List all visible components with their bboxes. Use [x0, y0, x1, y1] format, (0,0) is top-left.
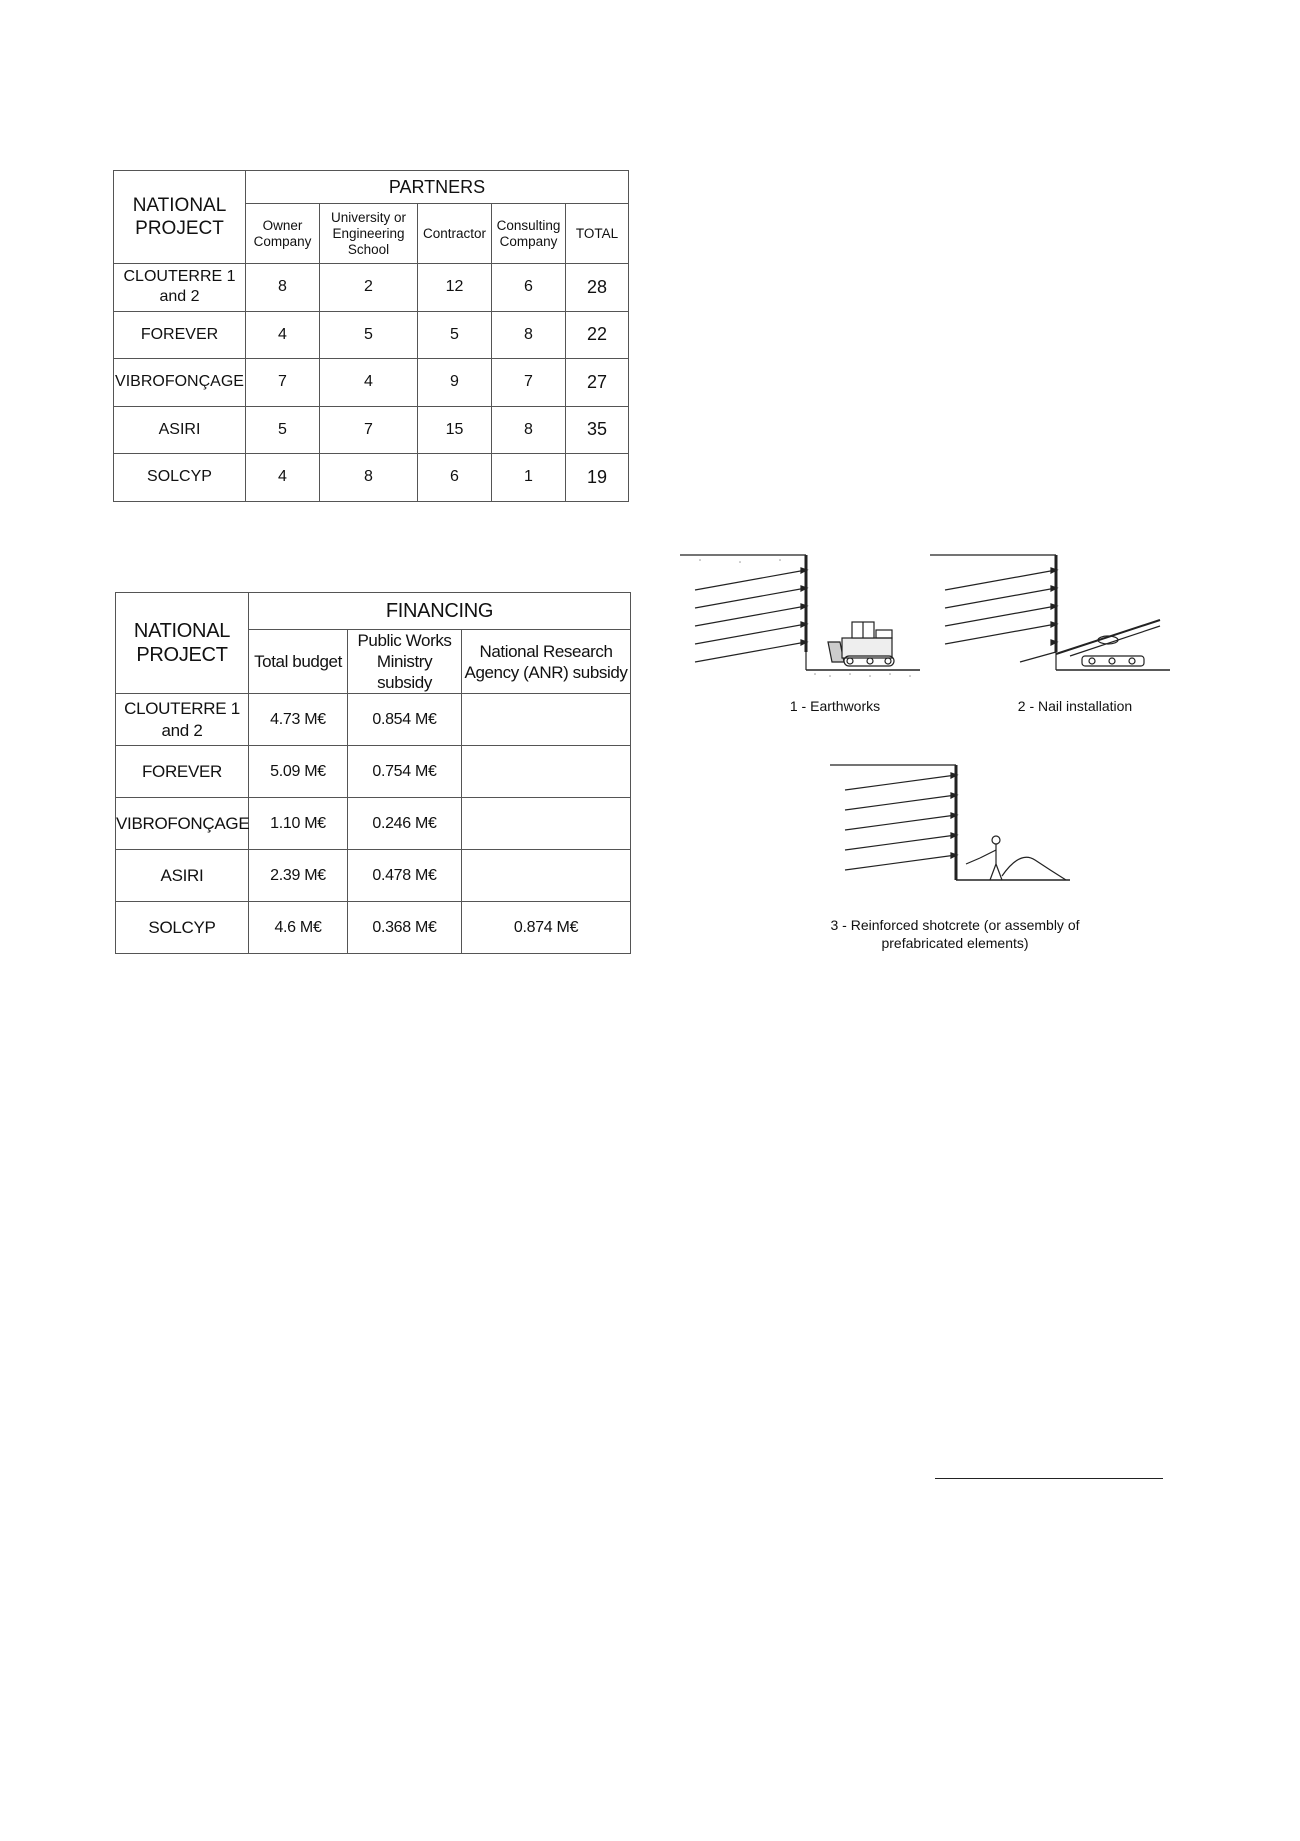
caption-earthworks: 1 - Earthworks [789, 698, 881, 714]
table-cell: 7 [246, 359, 320, 407]
table-cell: 4 [246, 454, 320, 502]
project-name: VIBROFONÇAGE [114, 359, 246, 407]
caption-nail-installation: 2 - Nail installation [1017, 698, 1133, 714]
table-cell: 0.754 M€ [348, 746, 462, 798]
nail-installation-diagram [930, 550, 1170, 680]
financing-col-total-budget: Total budget [249, 630, 348, 694]
table-cell: 12 [418, 264, 492, 312]
financing-table [115, 592, 631, 954]
table-row [114, 311, 629, 359]
shotcrete-diagram [830, 760, 1080, 890]
table-cell [462, 798, 631, 850]
table-row [116, 850, 631, 902]
table-cell: 1 [492, 454, 566, 502]
project-name: SOLCYP [116, 902, 249, 954]
partners-col-university: University or Engineering School [320, 204, 418, 264]
table-cell [462, 850, 631, 902]
table-cell: 5 [320, 311, 418, 359]
table-row [116, 798, 631, 850]
financing-group-header: FINANCING [249, 593, 631, 630]
table-cell: 0.368 M€ [348, 902, 462, 954]
total-cell: 35 [566, 406, 629, 454]
table-cell: 2 [320, 264, 418, 312]
table-row [116, 902, 631, 954]
table-cell: 5.09 M€ [249, 746, 348, 798]
table-cell: 4 [320, 359, 418, 407]
partners-group-header: PARTNERS [246, 171, 629, 204]
project-name: ASIRI [114, 406, 246, 454]
project-name: VIBROFONÇAGE [116, 798, 249, 850]
table-cell: 15 [418, 406, 492, 454]
project-name: ASIRI [116, 850, 249, 902]
table-cell: 6 [492, 264, 566, 312]
table-cell: 0.478 M€ [348, 850, 462, 902]
table-cell: 1.10 M€ [249, 798, 348, 850]
partners-table [113, 170, 629, 502]
table-cell: 8 [492, 406, 566, 454]
total-cell: 19 [566, 454, 629, 502]
total-cell: 22 [566, 311, 629, 359]
table-cell: 0.246 M€ [348, 798, 462, 850]
project-name: FOREVER [114, 311, 246, 359]
financing-col-ministry-subsidy: Public Works Ministry subsidy [348, 630, 462, 694]
table-cell: 8 [246, 264, 320, 312]
project-name: CLOUTERRE 1 and 2 [114, 264, 246, 312]
table-row [116, 746, 631, 798]
table-cell: 4.6 M€ [249, 902, 348, 954]
partners-col-consulting: Consulting Company [492, 204, 566, 264]
financing-col-anr-subsidy: National Research Agency (ANR) subsidy [462, 630, 631, 694]
project-name: FOREVER [116, 746, 249, 798]
table-row [114, 264, 629, 312]
table-cell: 5 [418, 311, 492, 359]
table-row [114, 406, 629, 454]
partners-col-total: TOTAL [566, 204, 629, 264]
table-cell [462, 746, 631, 798]
total-cell: 27 [566, 359, 629, 407]
table-cell: 8 [492, 311, 566, 359]
table-cell: 0.874 M€ [462, 902, 631, 954]
partners-col-contractor: Contractor [418, 204, 492, 264]
table-cell: 7 [320, 406, 418, 454]
financing-project-header: NATIONAL PROJECT [116, 593, 249, 694]
table-row [114, 454, 629, 502]
total-cell: 28 [566, 264, 629, 312]
table-cell: 6 [418, 454, 492, 502]
table-cell: 0.854 M€ [348, 694, 462, 746]
table-cell: 8 [320, 454, 418, 502]
project-name: SOLCYP [114, 454, 246, 502]
earthworks-diagram [680, 550, 920, 680]
partners-project-header: NATIONAL PROJECT [114, 171, 246, 264]
table-cell: 4 [246, 311, 320, 359]
partners-col-owner: Owner Company [246, 204, 320, 264]
table-row [114, 359, 629, 407]
table-cell: 4.73 M€ [249, 694, 348, 746]
table-cell: 7 [492, 359, 566, 407]
table-cell [462, 694, 631, 746]
table-cell: 5 [246, 406, 320, 454]
footnote-separator [935, 1478, 1163, 1479]
table-cell: 2.39 M€ [249, 850, 348, 902]
caption-shotcrete: 3 - Reinforced shotcrete (or assembly of prefabricated elements) [830, 917, 1080, 951]
table-row [116, 694, 631, 746]
table-cell: 9 [418, 359, 492, 407]
project-name: CLOUTERRE 1 and 2 [116, 694, 249, 746]
